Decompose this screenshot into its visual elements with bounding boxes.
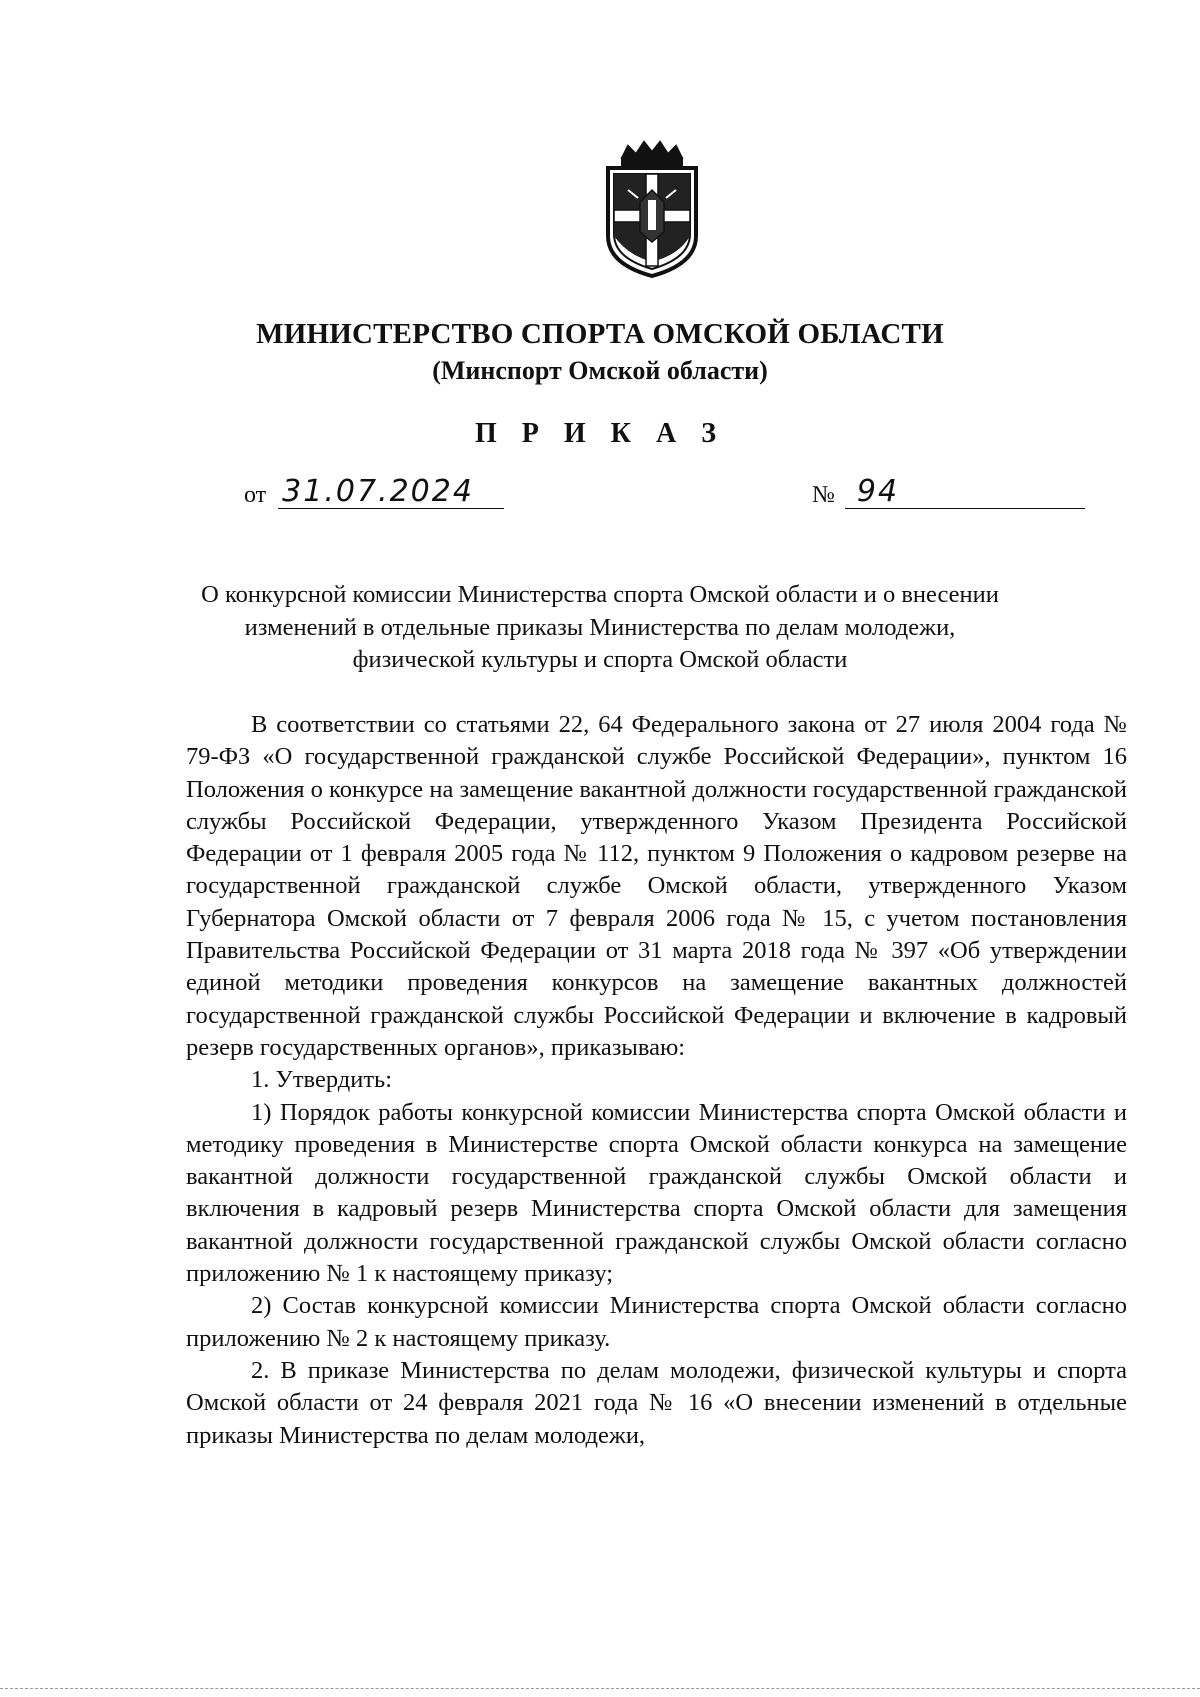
number-underline [845,474,1085,509]
item-1-2: 2) Состав конкурсной комиссии Министерства спорта Омской области согласно приложению № 2 к настоящему приказу. [186,1292,1127,1352]
order-subject [150,579,1050,677]
subject-line-2: изменений в отдельные приказы Министерства по делам молодежи, [244,613,956,641]
number-prefix: № [812,482,835,508]
number-value: 94 [856,474,900,509]
scan-edge-line [0,1688,1200,1690]
date-prefix: от [244,482,267,508]
item-1: 1. Утвердить: [251,1066,393,1094]
ministry-name: МИНИСТЕРСТВО СПОРТА ОМСКОЙ ОБЛАСТИ [256,318,944,350]
preamble-paragraph: В соответствии со статьями 22, 64 Федерального закона от 27 июля 2004 года № 79-ФЗ «О государственной гражданской службе Российской Федерации», пунктом 16 Положения о конкурсе на замещение вакантной должности государственной гражданской службы Российской Федерации, утвержденного Указом Президента Российской Федерации от 1 февраля 2005 года № 112, пунктом 9 Положения о кадровом резерве на государственной гражданской службе Омской области, утвержденного Указом Губернатора Омской области от 7 февраля 2006 года № 15, с учетом постановления Правительства Российской Федерации от 31 марта 2018 года № 397 «Об утверждении единой методики проведения конкурсов на замещение вакантных должностей государственной гражданской службы Российской Федерации и включение в кадровый резерв государственных органов», приказываю: [186,711,1127,1061]
coat-of-arms-icon [598,140,706,280]
date-underline [278,474,504,509]
date-value: 31.07.2024 [282,474,474,509]
subject-line-1: О конкурсной комиссии Министерства спорта Омской области и о внесении [201,581,999,608]
item-1-1: 1) Порядок работы конкурсной комиссии Министерства спорта Омской области и методику проведения в Министерстве спорта Омской области конкурса на замещение вакантной должности государственной гражданской службы Омской области и включения в кадровый резерв Министерства спорта Омской области для замещения вакантной должности государственной гражданской службы Омской области согласно приложению № 1 к настоящему приказу; [186,1098,1127,1288]
order-date [244,474,504,509]
ministry-short-name: (Минспорт Омской области) [432,356,768,385]
order-body [186,709,1127,1452]
order-number [812,474,1085,509]
document-type: П Р И К А З [475,418,725,449]
item-2: 2. В приказе Министерства по делам молодежи, физической культуры и спорта Омской области от 24 февраля 2021 года № 16 «О внесении изменений в отдельные приказы Министерства по делам молодежи, [186,1356,1127,1449]
subject-line-3: физической культуры и спорта Омской области [352,646,848,673]
